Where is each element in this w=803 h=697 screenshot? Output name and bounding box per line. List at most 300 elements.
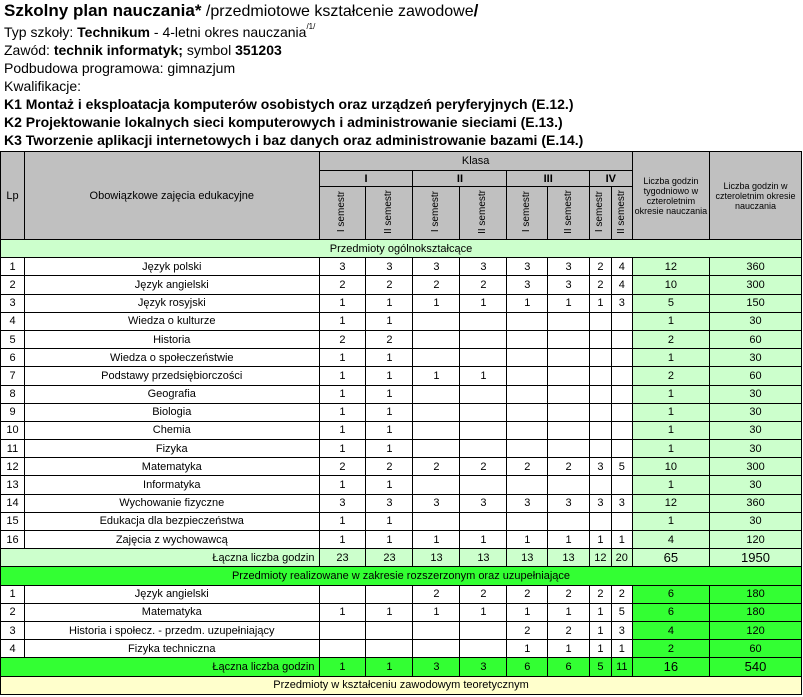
total-hours: 60	[710, 330, 802, 348]
semester-hours: 1	[460, 603, 507, 621]
semester-hours: 2	[460, 458, 507, 476]
subject-name: Wychowanie fizyczne	[25, 494, 319, 512]
semester-hours	[413, 330, 460, 348]
semester-hours	[548, 476, 590, 494]
total-hours: 30	[710, 312, 802, 330]
semester-hours: 1	[319, 531, 366, 549]
semester-label: II semestr	[477, 189, 489, 234]
semester-hours: 1	[589, 531, 611, 549]
semester-hours: 1	[507, 603, 548, 621]
sum-weekly: 65	[632, 549, 709, 567]
semester-hours: 2	[460, 585, 507, 603]
semester-hours	[589, 330, 611, 348]
row-number: 13	[1, 476, 25, 494]
semester-hours: 3	[548, 276, 590, 294]
table-row	[1, 330, 802, 348]
sum-total: 1950	[710, 549, 802, 567]
total-hours: 30	[710, 385, 802, 403]
semester-hours	[413, 621, 460, 639]
semester-hours: 3	[460, 494, 507, 512]
semester-hours	[589, 403, 611, 421]
semester-hours: 1	[548, 603, 590, 621]
semester-hours: 1	[319, 367, 366, 385]
semester-hours: 3	[319, 258, 366, 276]
semester-hours: 5	[611, 458, 632, 476]
semester-hours: 5	[611, 603, 632, 621]
col-total-header: Liczba godzin w czteroletnim okresie nauczania	[710, 152, 802, 240]
semester-hours	[507, 349, 548, 367]
weekly-hours: 1	[632, 421, 709, 439]
total-hours: 30	[710, 512, 802, 530]
semester-hours: 1	[460, 367, 507, 385]
semester-hours: 1	[366, 440, 413, 458]
weekly-hours: 12	[632, 258, 709, 276]
class-header: III	[507, 171, 589, 187]
table-row	[1, 531, 802, 549]
semester-hours	[548, 440, 590, 458]
program-basis: Podbudowa programowa: gimnazjum	[4, 60, 236, 76]
semester-hours: 1	[366, 349, 413, 367]
semester-hours: 2	[548, 458, 590, 476]
total-hours: 300	[710, 276, 802, 294]
semester-hours	[611, 330, 632, 348]
table-row	[1, 421, 802, 439]
semester-hours	[460, 440, 507, 458]
semester-header	[460, 187, 507, 240]
semester-hours: 1	[366, 603, 413, 621]
profession-label: Zawód:	[4, 42, 54, 58]
sum-semester: 6	[507, 658, 548, 676]
semester-hours: 1	[507, 531, 548, 549]
semester-hours: 2	[460, 276, 507, 294]
semester-hours	[548, 367, 590, 385]
class-header: II	[413, 171, 507, 187]
row-number: 8	[1, 385, 25, 403]
sum-semester: 3	[413, 658, 460, 676]
weekly-hours: 2	[632, 330, 709, 348]
semester-hours	[507, 312, 548, 330]
semester-hours: 2	[413, 585, 460, 603]
semester-hours	[319, 640, 366, 658]
semester-hours: 1	[366, 512, 413, 530]
semester-label: I semestr	[336, 190, 348, 233]
semester-hours	[548, 403, 590, 421]
semester-hours	[413, 312, 460, 330]
semester-hours: 1	[548, 294, 590, 312]
sum-semester: 13	[548, 549, 590, 567]
class-header: IV	[589, 171, 632, 187]
semester-hours: 1	[366, 531, 413, 549]
semester-hours: 3	[319, 494, 366, 512]
semester-hours: 1	[611, 531, 632, 549]
semester-hours: 2	[589, 585, 611, 603]
sum-semester: 13	[413, 549, 460, 567]
semester-hours: 1	[589, 640, 611, 658]
col-lp-header: Lp	[1, 152, 25, 240]
row-number: 14	[1, 494, 25, 512]
semester-hours	[366, 640, 413, 658]
sum-semester: 1	[319, 658, 366, 676]
sum-semester: 23	[366, 549, 413, 567]
weekly-hours: 10	[632, 276, 709, 294]
semester-hours: 1	[589, 294, 611, 312]
semester-hours: 1	[413, 367, 460, 385]
total-hours: 30	[710, 440, 802, 458]
document-header	[4, 0, 799, 149]
semester-hours	[611, 421, 632, 439]
semester-hours: 1	[413, 531, 460, 549]
sum-semester: 23	[319, 549, 366, 567]
semester-hours	[507, 476, 548, 494]
semester-hours	[319, 585, 366, 603]
semester-hours: 1	[319, 312, 366, 330]
semester-header	[548, 187, 590, 240]
table-row	[1, 494, 802, 512]
semester-hours	[589, 476, 611, 494]
semester-hours	[589, 440, 611, 458]
semester-hours: 1	[366, 367, 413, 385]
subject-name: Informatyka	[25, 476, 319, 494]
semester-hours: 3	[611, 494, 632, 512]
semester-hours	[589, 349, 611, 367]
semester-hours: 1	[460, 294, 507, 312]
sum-semester: 5	[589, 658, 611, 676]
semester-hours	[548, 312, 590, 330]
subject-name: Matematyka	[25, 458, 319, 476]
table-row	[1, 385, 802, 403]
sum-semester: 6	[548, 658, 590, 676]
sum-row	[1, 549, 802, 567]
curriculum-table	[0, 151, 802, 695]
semester-hours	[548, 385, 590, 403]
total-hours: 60	[710, 640, 802, 658]
semester-hours	[413, 421, 460, 439]
subject-name: Język rosyjski	[25, 294, 319, 312]
title-slash: /	[473, 1, 479, 20]
row-number: 2	[1, 603, 25, 621]
semester-hours: 2	[589, 276, 611, 294]
semester-label: I semestr	[521, 190, 533, 233]
semester-hours: 1	[366, 421, 413, 439]
subject-name: Fizyka	[25, 440, 319, 458]
weekly-hours: 1	[632, 385, 709, 403]
semester-hours: 1	[507, 294, 548, 312]
qualification-k1: K1 Montaż i eksploatacja komputerów osobistych oraz urządzeń peryferyjnych (E.12.)	[4, 96, 574, 112]
row-number: 1	[1, 258, 25, 276]
total-hours: 30	[710, 476, 802, 494]
semester-header	[413, 187, 460, 240]
weekly-hours: 1	[632, 512, 709, 530]
semester-label: I semestr	[430, 190, 442, 233]
sum-semester: 1	[366, 658, 413, 676]
subject-name: Wiedza o społeczeństwie	[25, 349, 319, 367]
total-hours: 360	[710, 494, 802, 512]
weekly-hours: 4	[632, 621, 709, 639]
semester-hours: 1	[319, 603, 366, 621]
subject-name: Wiedza o kulturze	[25, 312, 319, 330]
row-number: 6	[1, 349, 25, 367]
weekly-hours: 1	[632, 312, 709, 330]
subject-name: Biologia	[25, 403, 319, 421]
semester-hours: 3	[589, 458, 611, 476]
footnote-ref: /1/	[306, 22, 316, 31]
table-row	[1, 403, 802, 421]
semester-hours	[413, 349, 460, 367]
subject-name: Historia	[25, 330, 319, 348]
semester-hours: 1	[548, 640, 590, 658]
semester-hours	[589, 421, 611, 439]
semester-hours	[413, 403, 460, 421]
total-hours: 300	[710, 458, 802, 476]
sum-semester: 11	[611, 658, 632, 676]
semester-hours	[413, 512, 460, 530]
semester-hours: 2	[319, 276, 366, 294]
semester-header	[589, 187, 611, 240]
total-hours: 120	[710, 621, 802, 639]
semester-header	[366, 187, 413, 240]
total-hours: 150	[710, 294, 802, 312]
row-number: 11	[1, 440, 25, 458]
semester-hours	[548, 512, 590, 530]
total-hours: 180	[710, 603, 802, 621]
semester-hours: 3	[507, 276, 548, 294]
semester-hours: 2	[413, 276, 460, 294]
table-row	[1, 585, 802, 603]
school-type-value: Technikum	[77, 24, 151, 40]
total-hours: 60	[710, 367, 802, 385]
sum-label: Łączna liczba godzin	[1, 549, 320, 567]
row-number: 10	[1, 421, 25, 439]
row-number: 2	[1, 276, 25, 294]
semester-hours	[548, 349, 590, 367]
semester-hours: 1	[460, 531, 507, 549]
qualifications-label: Kwalifikacje:	[4, 78, 82, 94]
semester-hours: 3	[413, 494, 460, 512]
semester-hours	[611, 512, 632, 530]
sum-label: Łączna liczba godzin	[1, 658, 320, 676]
total-hours: 30	[710, 421, 802, 439]
semester-hours: 3	[366, 494, 413, 512]
semester-hours: 3	[548, 258, 590, 276]
semester-hours	[507, 440, 548, 458]
weekly-hours: 5	[632, 294, 709, 312]
semester-hours	[507, 367, 548, 385]
semester-hours	[611, 367, 632, 385]
profession-line	[4, 41, 799, 59]
semester-header	[507, 187, 548, 240]
semester-hours: 3	[460, 258, 507, 276]
semester-hours	[611, 385, 632, 403]
subject-name: Fizyka techniczna	[25, 640, 319, 658]
table-row	[1, 349, 802, 367]
table-row	[1, 476, 802, 494]
semester-hours: 1	[366, 476, 413, 494]
row-number: 15	[1, 512, 25, 530]
subject-name: Język angielski	[25, 585, 319, 603]
weekly-hours: 6	[632, 585, 709, 603]
semester-hours: 1	[319, 421, 366, 439]
semester-hours	[507, 512, 548, 530]
semester-hours: 2	[611, 585, 632, 603]
table-row	[1, 603, 802, 621]
class-header: I	[319, 171, 413, 187]
semester-hours: 2	[366, 276, 413, 294]
col-subjects-header: Obowiązkowe zajęcia edukacyjne	[25, 152, 319, 240]
sum-semester: 3	[460, 658, 507, 676]
semester-hours	[611, 312, 632, 330]
sum-semester: 12	[589, 549, 611, 567]
semester-hours: 1	[611, 640, 632, 658]
row-number: 1	[1, 585, 25, 603]
total-hours: 120	[710, 531, 802, 549]
table-row	[1, 621, 802, 639]
school-type-line	[4, 23, 799, 41]
semester-hours	[460, 349, 507, 367]
school-type-label: Typ szkoły:	[4, 24, 78, 40]
weekly-hours: 6	[632, 603, 709, 621]
semester-hours: 1	[366, 312, 413, 330]
semester-hours: 1	[413, 294, 460, 312]
section-general	[1, 240, 802, 258]
row-number: 7	[1, 367, 25, 385]
semester-hours	[589, 385, 611, 403]
semester-hours: 3	[507, 258, 548, 276]
table-body	[1, 240, 802, 695]
semester-hours: 1	[319, 440, 366, 458]
semester-hours: 2	[507, 458, 548, 476]
semester-hours	[460, 330, 507, 348]
semester-header	[319, 187, 366, 240]
semester-hours: 3	[548, 494, 590, 512]
semester-hours: 3	[366, 258, 413, 276]
semester-hours: 4	[611, 258, 632, 276]
table-row	[1, 458, 802, 476]
subject-name: Matematyka	[25, 603, 319, 621]
subject-name: Język polski	[25, 258, 319, 276]
semester-hours	[413, 640, 460, 658]
sum-row	[1, 658, 802, 676]
section-title: Przedmioty w kształceniu zawodowym teoretycznym	[1, 676, 802, 694]
semester-hours	[413, 385, 460, 403]
section-title: Przedmioty ogólnokształcące	[1, 240, 802, 258]
title-main: Szkolny plan nauczania*	[4, 1, 202, 20]
semester-hours	[589, 512, 611, 530]
weekly-hours: 2	[632, 640, 709, 658]
weekly-hours: 2	[632, 367, 709, 385]
row-number: 12	[1, 458, 25, 476]
semester-hours	[548, 421, 590, 439]
semester-hours: 3	[507, 494, 548, 512]
semester-hours	[366, 585, 413, 603]
semester-hours	[589, 367, 611, 385]
col-weekly-header: Liczba godzin tygodniowo w czteroletnim okresie nauczania	[632, 152, 709, 240]
semester-hours: 1	[319, 403, 366, 421]
qualification-k2: K2 Projektowanie lokalnych sieci komputerowych i administrowanie sieciami (E.13.)	[4, 114, 563, 130]
semester-hours: 4	[611, 276, 632, 294]
weekly-hours: 4	[632, 531, 709, 549]
semester-hours	[413, 440, 460, 458]
sum-semester: 13	[507, 549, 548, 567]
semester-hours: 1	[319, 349, 366, 367]
semester-hours	[460, 312, 507, 330]
semester-hours	[413, 476, 460, 494]
subject-name: Historia i społecz. - przedm. uzupełniający	[25, 621, 319, 639]
subject-name: Geografia	[25, 385, 319, 403]
total-hours: 360	[710, 258, 802, 276]
symbol-label: symbol	[182, 42, 236, 58]
semester-hours	[460, 385, 507, 403]
semester-label: II semestr	[562, 189, 574, 234]
school-type-rest: - 4-letni okres nauczania	[150, 24, 307, 40]
weekly-hours: 1	[632, 403, 709, 421]
table-row	[1, 367, 802, 385]
semester-hours: 2	[589, 258, 611, 276]
weekly-hours: 1	[632, 476, 709, 494]
semester-hours: 1	[366, 294, 413, 312]
semester-hours: 1	[319, 385, 366, 403]
semester-hours: 1	[319, 512, 366, 530]
section-vocational	[1, 676, 802, 694]
semester-hours	[319, 621, 366, 639]
semester-hours: 1	[548, 531, 590, 549]
sum-weekly: 16	[632, 658, 709, 676]
profession-value: technik informatyk;	[53, 42, 183, 58]
total-hours: 30	[710, 349, 802, 367]
sum-semester: 20	[611, 549, 632, 567]
semester-hours: 1	[589, 603, 611, 621]
weekly-hours: 1	[632, 440, 709, 458]
semester-hours: 1	[507, 640, 548, 658]
row-number: 5	[1, 330, 25, 348]
semester-hours	[460, 621, 507, 639]
semester-hours: 3	[611, 294, 632, 312]
semester-hours: 1	[589, 621, 611, 639]
semester-hours: 2	[366, 330, 413, 348]
semester-hours	[611, 476, 632, 494]
row-number: 9	[1, 403, 25, 421]
semester-header	[611, 187, 632, 240]
semester-hours	[460, 421, 507, 439]
semester-hours	[611, 403, 632, 421]
total-hours: 180	[710, 585, 802, 603]
row-number: 4	[1, 640, 25, 658]
subject-name: Język angielski	[25, 276, 319, 294]
semester-hours	[460, 403, 507, 421]
semester-hours	[460, 512, 507, 530]
semester-hours	[548, 330, 590, 348]
semester-hours	[460, 640, 507, 658]
semester-hours: 3	[589, 494, 611, 512]
semester-hours: 2	[548, 585, 590, 603]
semester-hours: 2	[548, 621, 590, 639]
semester-hours: 2	[507, 621, 548, 639]
table-row	[1, 276, 802, 294]
semester-hours: 2	[413, 458, 460, 476]
sum-semester: 13	[460, 549, 507, 567]
semester-hours: 1	[319, 294, 366, 312]
semester-hours: 2	[366, 458, 413, 476]
semester-hours: 1	[366, 385, 413, 403]
row-number: 16	[1, 531, 25, 549]
table-row	[1, 640, 802, 658]
col-klasa-header: Klasa	[319, 152, 632, 171]
semester-hours	[611, 349, 632, 367]
sum-total: 540	[710, 658, 802, 676]
table-row	[1, 512, 802, 530]
subject-name: Zajęcia z wychowawcą	[25, 531, 319, 549]
semester-label: I semestr	[594, 190, 606, 233]
semester-hours: 1	[366, 403, 413, 421]
